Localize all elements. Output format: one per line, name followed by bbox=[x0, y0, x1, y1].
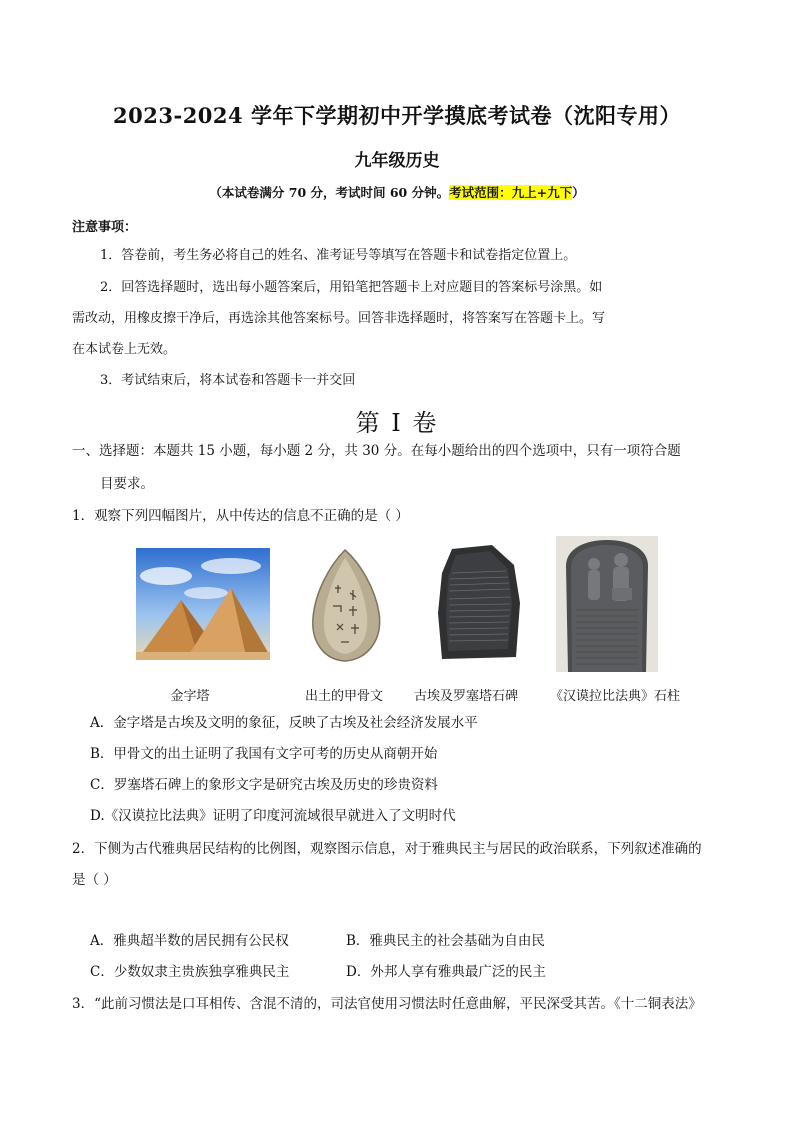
notice-item-2-line-2: 需改动，用橡皮擦干净后，再选涂其他答案标号。回答非选择题时，将答案写在答题卡上。写 bbox=[72, 311, 606, 326]
pyramid-image bbox=[136, 548, 270, 660]
question-2-option-a: A．雅典超半数的居民拥有公民权 bbox=[90, 933, 289, 949]
notice-item-2-line-3: 在本试卷上无效。 bbox=[72, 342, 177, 357]
question-2-stem-line-2: 是（ ） bbox=[72, 872, 117, 888]
question-2-option-b: B．雅典民主的社会基础为自由民 bbox=[346, 933, 545, 949]
question-2-stem-line-1: 2．下侧为古代雅典居民结构的比例图，观察图示信息，对于雅典民主与居民的政治联系，下列叙述准确的 bbox=[72, 841, 702, 857]
hammurabi-stele-image bbox=[556, 536, 658, 672]
question-3-stem: 3．“此前习惯法是口耳相传、含混不清的，司法官使用习惯法时任意曲解，平民深受其苦。《十二铜表法》 bbox=[72, 996, 702, 1012]
caption-rosetta-stone: 古埃及罗塞塔石碑 bbox=[413, 689, 518, 704]
caption-pyramid: 金字塔 bbox=[170, 689, 210, 704]
section-heading-line-1: 一、选择题：本题共 15 小题，每小题 2 分，共 30 分。在每小题给出的四个选项中，只有一项符合题 bbox=[72, 443, 681, 459]
notice-item-1: 1．答卷前，考生务必将自己的姓名、准考证号等填写在答题卡和试卷指定位置上。 bbox=[100, 248, 577, 263]
question-1-option-c: C．罗塞塔石碑上的象形文字是研究古埃及历史的珍贵资料 bbox=[90, 777, 438, 793]
question-2-option-c: C．少数奴隶主贵族独享雅典民主 bbox=[90, 964, 290, 980]
exam-scope-highlight: 考试范围：九上+九下 bbox=[449, 185, 573, 200]
notice-item-3: 3．考试结束后，将本试卷和答题卡一并交回 bbox=[100, 373, 356, 388]
question-1-option-d: D.《汉谟拉比法典》证明了印度河流域很早就进入了文明时代 bbox=[90, 808, 456, 824]
notice-heading: 注意事项： bbox=[72, 220, 138, 235]
oracle-bone-image bbox=[305, 548, 385, 663]
caption-oracle-bone: 出土的甲骨文 bbox=[304, 689, 383, 704]
exam-subtitle: 九年级历史 bbox=[354, 151, 440, 171]
question-1-option-a: A．金字塔是古埃及文明的象征，反映了古埃及社会经济发展水平 bbox=[90, 715, 478, 731]
section-heading-line-2: 目要求。 bbox=[100, 476, 154, 492]
question-2-option-d: D．外邦人享有雅典最广泛的民主 bbox=[346, 964, 546, 980]
question-1-option-b: B．甲骨文的出土证明了我国有文字可考的历史从商朝开始 bbox=[90, 746, 438, 762]
volume-title: 第 I 卷 bbox=[355, 409, 439, 437]
exam-meta bbox=[0, 183, 794, 201]
exam-title: 2023-2024 学年下学期初中开学摸底考试卷（沈阳专用） bbox=[113, 103, 681, 128]
notice-item-2-line-1: 2．回答选择题时，选出每小题答案后，用铅笔把答题卡上对应题目的答案标号涂黑。如 bbox=[100, 280, 603, 295]
rosetta-stone-image bbox=[434, 543, 524, 663]
meta-prefix: （本试卷满分 70 分，考试时间 60 分钟。 bbox=[209, 185, 450, 200]
caption-hammurabi-stele: 《汉谟拉比法典》石柱 bbox=[549, 689, 680, 704]
question-1-stem: 1．观察下列四幅图片，从中传达的信息不正确的是（ ） bbox=[72, 508, 409, 524]
meta-suffix: ） bbox=[572, 185, 585, 200]
